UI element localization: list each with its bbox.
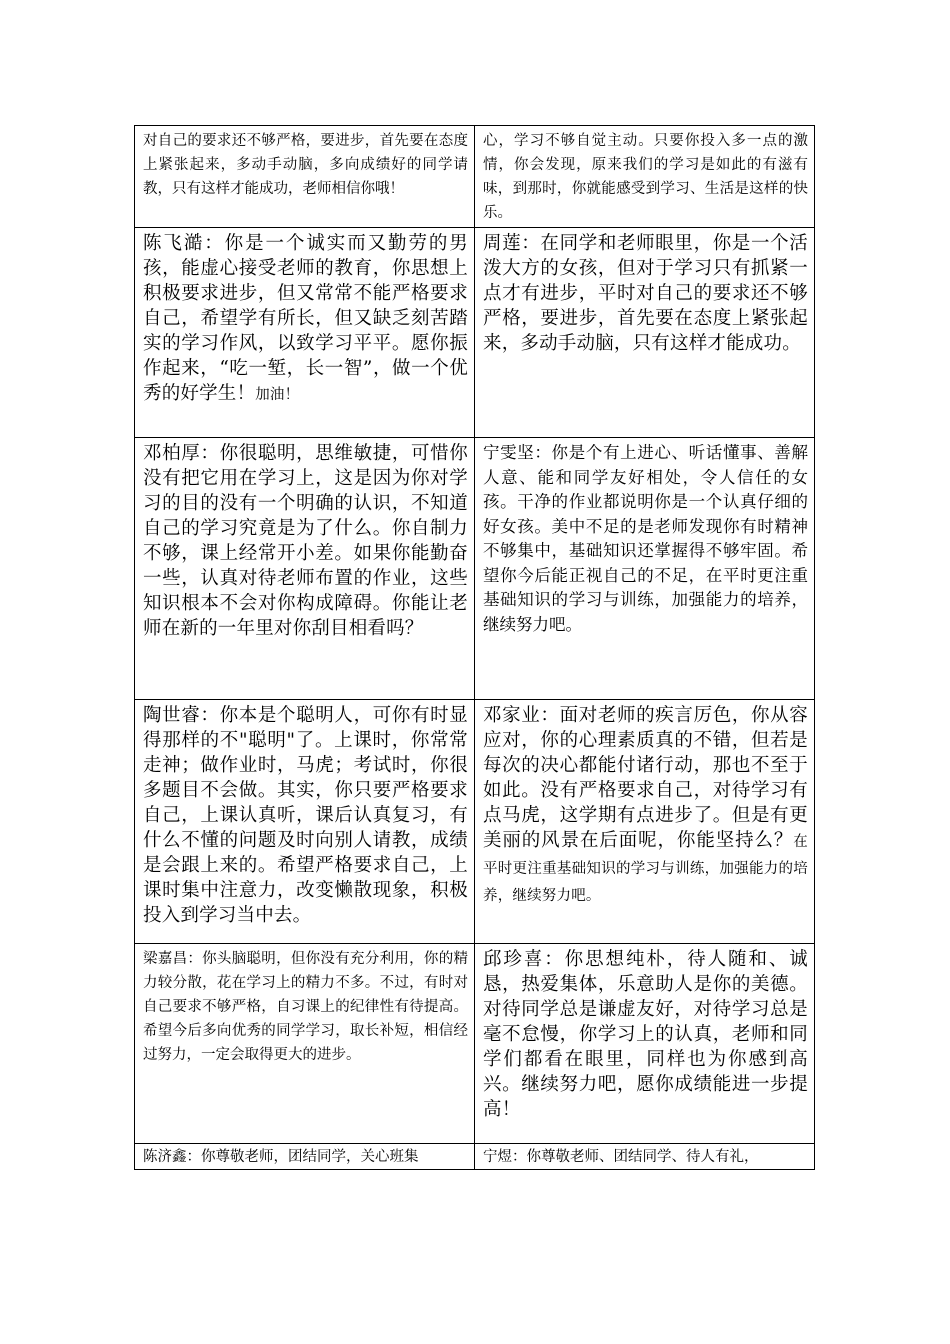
table-row [135, 1144, 815, 1170]
comment-cell [135, 700, 475, 944]
table-row [135, 228, 815, 438]
comment-cell [475, 126, 815, 228]
comment-text: 邓家业：面对老师的疾言厉色，你从容应对，你的心理素质真的不错，但若是每次的决心都能付诸行动，那也不至于如此。没有严格要求自己，对待学习有点马虎，这学期有点进步了。但是有更美丽的风景在后面呢，你能坚持么？ [483, 705, 808, 851]
comment-cell [475, 700, 815, 944]
comment-cell [475, 944, 815, 1144]
comment-cell [135, 126, 475, 228]
comment-tail-text: 加油！ [255, 387, 300, 403]
comment-cell [135, 1144, 475, 1170]
table-row [135, 944, 815, 1144]
comment-cell [135, 438, 475, 700]
comment-cell [135, 228, 475, 438]
table-row [135, 700, 815, 944]
comment-text: 宁雯坚：你是个有上进心、听话懂事、善解人意、能和同学友好相处，令人信任的女孩。干净的作业都说明你是一个认真仔细的好女孩。美中不足的是老师发现你有时精神不够集中，基础知识还掌握得不够牢固。希望你今后能正视自己的不足，在平时更注重基础知识的学习与训练，加强能力的培养，继续努力吧。 [483, 443, 808, 634]
comment-text: 邱珍喜：你思想纯朴，待人随和、诚恳，热爱集体，乐意助人是你的美德。对待同学总是谦虚友好，对待学习总是毫不怠慢，你学习上的认真，老师和同学们都看在眼里，同样也为你感到高兴。继续努力吧，愿你成绩能进一步提高！ [483, 949, 808, 1120]
comment-cell [475, 1144, 815, 1170]
comment-cell [475, 438, 815, 700]
comment-text: 周莲：在同学和老师眼里，你是一个活泼大方的女孩，但对于学习只有抓紧一点才有进步，平时对自己的要求还不够严格，要进步，首先要在态度上紧张起来，多动手动脑，只有这样才能成功。 [483, 233, 808, 354]
comment-text: 梁嘉昌：你头脑聪明，但你没有充分利用，你的精力较分散，花在学习上的精力不多。不过，有时对自己要求不够严格，自习课上的纪律性有待提高。希望今后多向优秀的同学学习，取长补短，相信经过努力，一定会取得更大的进步。 [143, 951, 468, 1063]
comment-text: 宁煜：你尊敬老师、团结同学、待人有礼， [483, 1149, 759, 1165]
comment-text: 心，学习不够自觉主动。只要你投入多一点的激情，你会发现，原来我们的学习是如此的有滋有味，到那时，你就能感受到学习、生活是这样的快乐。 [483, 133, 808, 221]
comments-table [134, 125, 815, 1170]
comment-cell [135, 944, 475, 1144]
table-row [135, 438, 815, 700]
comment-text: 陈飞澔：你是一个诚实而又勤劳的男孩，能虚心接受老师的教育，你思想上积极要求进步，但又常常不能严格要求自己，希望学有所长，但又缺乏刻苦踏实的学习作风，以致学习平平。愿你振作起来，“吃一堑，长一智”，做一个优秀的好学生！ [143, 233, 468, 404]
comment-text: 陈济鑫：你尊敬老师，团结同学，关心班集 [143, 1149, 419, 1165]
table-row [135, 126, 815, 228]
comment-cell [475, 228, 815, 438]
comment-text: 对自己的要求还不够严格，要进步，首先要在态度上紧张起来，多动手动脑，多向成绩好的同学请教，只有这样才能成功，老师相信你哦！ [143, 133, 468, 197]
comment-text: 陶世睿：你本是个聪明人，可你有时显得那样的不"聪明"了。上课时，你常常走神；做作业时，马虎；考试时，你很多题目不会做。其实，你只要严格要求自己，上课认真听，课后认真复习，有什么不懂的问题及时向别人请教，成绩是会跟上来的。希望严格要求自己，上课时集中注意力，改变懒散现象，积极投入到学习当中去。 [143, 705, 468, 926]
comment-text: 邓柏厚：你很聪明，思维敏捷，可惜你没有把它用在学习上，这是因为你对学习的目的没有一个明确的认识，不知道自己的学习究竟是为了什么。你自制力不够，课上经常开小差。如果你能勤奋一些，认真对待老师布置的作业，这些知识根本不会对你构成障碍。你能让老师在新的一年里对你刮目相看吗？ [143, 443, 468, 639]
comment-tail-text: 在平时更注重基础知识的学习与训练，加强能力的培养，继续努力吧。 [483, 834, 808, 904]
